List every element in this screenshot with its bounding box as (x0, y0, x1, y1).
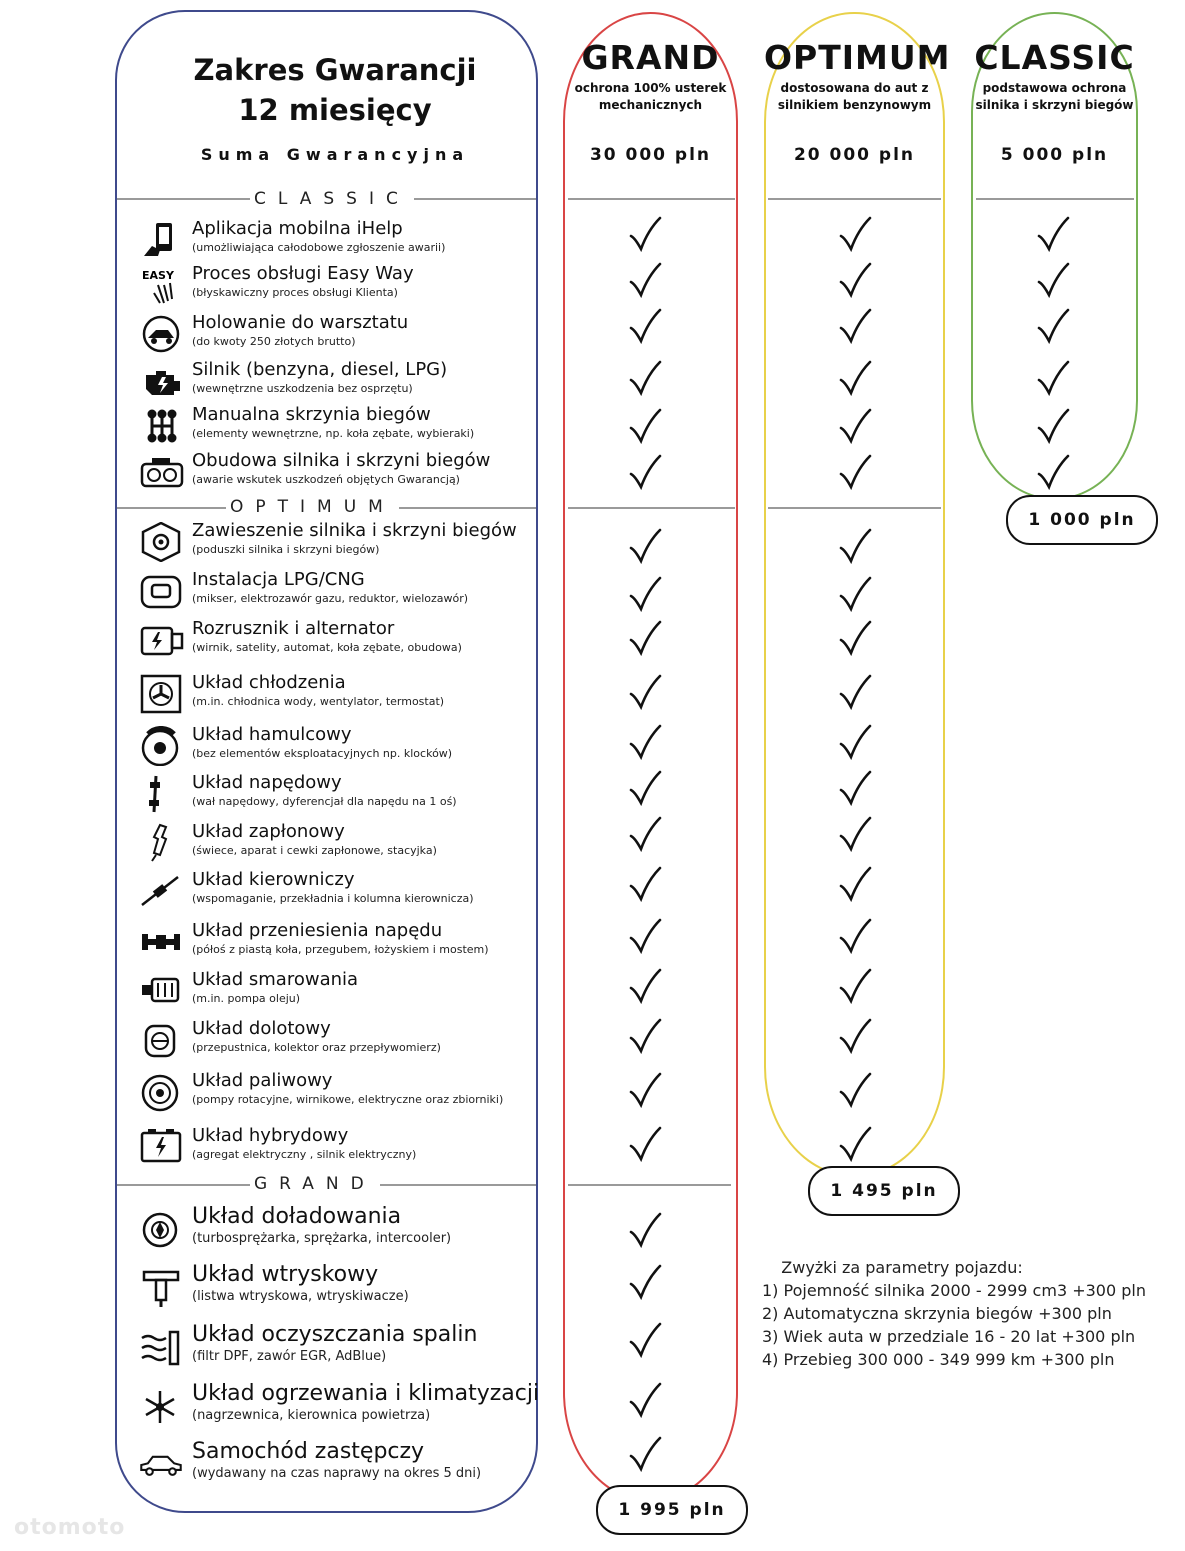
steering-rack-icon (138, 871, 184, 911)
feature-row (138, 569, 533, 615)
feature-row (138, 869, 533, 915)
easy-hand-icon (138, 265, 184, 305)
grand-divider (568, 1184, 731, 1186)
surcharges-heading: Zwyżki za parametry pojazdu: (781, 1258, 1023, 1277)
feature-desc: (m.in. chłodnica wody, wentylator, termostat) (192, 695, 445, 708)
turbo-icon (138, 1210, 184, 1250)
grand-check-icon (628, 918, 662, 954)
grand-divider (568, 507, 735, 509)
grand-check-icon (628, 620, 662, 656)
section-label-classic: CLASSIC (250, 189, 414, 209)
grand-check-icon (628, 1264, 662, 1300)
feature-desc: (do kwoty 250 złotych brutto) (192, 335, 356, 348)
feature-desc: (mikser, elektrozawór gazu, reduktor, wielozawór) (192, 592, 469, 605)
driveshaft-icon (138, 774, 184, 814)
grand-check-icon (628, 968, 662, 1004)
feature-name: Instalacja LPG/CNG (192, 569, 365, 590)
feature-desc: (awarie wskutek uszkodzeń objętych Gwarancją) (192, 473, 460, 486)
feature-row (138, 1262, 533, 1312)
feature-desc: (błyskawiczny proces obsługi Klienta) (192, 286, 398, 299)
classic-check-icon (1036, 408, 1070, 444)
feature-desc: (agregat elektryczny , silnik elektryczny) (192, 1148, 417, 1161)
classic-check-icon (1036, 262, 1070, 298)
hvac-icon (138, 1387, 184, 1427)
grand-check-icon (628, 770, 662, 806)
section-label-grand: GRAND (250, 1174, 380, 1194)
feature-desc: (wydawany na czas naprawy na okres 5 dni) (192, 1466, 482, 1481)
feature-row (138, 1204, 533, 1254)
spark-plug-icon (138, 823, 184, 863)
car-icon (138, 1445, 184, 1485)
optimum-check-icon (838, 454, 872, 490)
feature-desc: (wał napędowy, dyferencjał dla napędu na 1 oś) (192, 795, 457, 808)
feature-name: Układ hamulcowy (192, 724, 352, 745)
feature-desc: (listwa wtryskowa, wtryskiwacze) (192, 1289, 409, 1304)
watermark-logo: otomoto (14, 1515, 126, 1540)
optimum-check-icon (838, 918, 872, 954)
grand-check-icon (628, 528, 662, 564)
surcharge-item: 1) Pojemność silnika 2000 - 2999 cm3 +300 pln (762, 1281, 1146, 1300)
feature-name: Układ hybrydowy (192, 1125, 349, 1146)
svg-text:EASY: EASY (142, 269, 174, 282)
classic-subtitle-2: silnika i skrzyni biegów (975, 98, 1134, 112)
throttle-icon (138, 1020, 184, 1060)
grand-check-icon (628, 1072, 662, 1108)
feature-row (138, 520, 533, 566)
feature-row (138, 1070, 533, 1116)
grand-check-icon (628, 308, 662, 344)
feature-name: Układ ogrzewania i klimatyzacji (192, 1381, 540, 1406)
grand-check-icon (628, 576, 662, 612)
feature-name: Układ chłodzenia (192, 672, 346, 693)
feature-desc: (turbosprężarka, sprężarka, intercooler) (192, 1231, 452, 1246)
feature-row (138, 1322, 533, 1372)
optimum-check-icon (838, 576, 872, 612)
optimum-check-icon (838, 674, 872, 710)
optimum-sum: 20 000 pln (793, 145, 916, 165)
feature-row (138, 1018, 533, 1064)
feature-desc: (elementy wewnętrzne, np. koła zębate, wybieraki) (192, 427, 475, 440)
feature-desc: (wewnętrzne uszkodzenia bez osprzętu) (192, 382, 413, 395)
grand-check-icon (628, 1212, 662, 1248)
grand-check-icon (628, 816, 662, 852)
feature-name: Układ oczyszczania spalin (192, 1322, 478, 1347)
feature-row (138, 920, 533, 966)
optimum-check-icon (838, 1072, 872, 1108)
grand-check-icon (628, 1382, 662, 1418)
optimum-check-icon (838, 216, 872, 252)
feature-name: Aplikacja mobilna iHelp (192, 218, 403, 239)
feature-name: Proces obsługi Easy Way (192, 263, 414, 284)
engine-mount-icon (138, 522, 184, 562)
feature-row (138, 404, 533, 450)
tow-icon (138, 314, 184, 354)
axle-icon (138, 922, 184, 962)
feature-name: Samochód zastępczy (192, 1439, 425, 1464)
grand-check-icon (628, 1436, 662, 1472)
optimum-check-icon (838, 308, 872, 344)
gearshift-icon (138, 406, 184, 446)
optimum-check-icon (838, 528, 872, 564)
feature-desc: (przepustnica, kolektor oraz przepływomierz) (192, 1041, 441, 1054)
feature-name: Rozrusznik i alternator (192, 618, 395, 639)
feature-name: Układ kierowniczy (192, 869, 355, 890)
optimum-subtitle-2: silnikiem benzynowym (777, 98, 932, 112)
feature-desc: (bez elementów eksploatacyjnych np. klocków) (192, 747, 453, 760)
exhaust-filter-icon (138, 1328, 184, 1368)
optimum-subtitle-1: dostosowana do aut z (780, 81, 929, 95)
grand-title: GRAND (581, 38, 720, 77)
feature-name: Układ smarowania (192, 969, 359, 990)
grand-price: 1 995 pln (596, 1485, 748, 1535)
classic-check-icon (1036, 360, 1070, 396)
oil-pump-icon (138, 971, 184, 1011)
feature-desc: (wspomaganie, przekładnia i kolumna kierownicza) (192, 892, 474, 905)
optimum-check-icon (838, 866, 872, 902)
radiator-icon (138, 674, 184, 714)
page-subtitle: 12 miesięcy (238, 93, 432, 127)
grand-divider (568, 198, 735, 200)
optimum-check-icon (838, 770, 872, 806)
feature-desc: (świece, aparat i cewki zapłonowe, stacyjka) (192, 844, 437, 857)
feature-name: Układ wtryskowy (192, 1262, 379, 1287)
optimum-check-icon (838, 620, 872, 656)
feature-row (138, 263, 533, 309)
classic-check-icon (1036, 308, 1070, 344)
optimum-check-icon (838, 262, 872, 298)
grand-check-icon (628, 674, 662, 710)
feature-row (138, 1439, 533, 1489)
feature-desc: (pompy rotacyjne, wirnikowe, elektryczne oraz zbiorniki) (192, 1093, 504, 1106)
page-title: Zakres Gwarancji (193, 53, 477, 87)
feature-name: Układ napędowy (192, 772, 342, 793)
sum-label: Suma Gwarancyjna (200, 145, 470, 164)
engine-housing-icon (138, 452, 184, 492)
feature-name: Układ paliwowy (192, 1070, 333, 1091)
feature-desc: (półoś z piastą koła, przegubem, łożyskiem i mostem) (192, 943, 489, 956)
feature-name: Zawieszenie silnika i skrzyni biegów (192, 520, 517, 541)
optimum-check-icon (838, 724, 872, 760)
feature-name: Holowanie do warsztatu (192, 312, 409, 333)
classic-price: 1 000 pln (1006, 495, 1158, 545)
classic-subtitle-1: podstawowa ochrona (982, 81, 1127, 95)
feature-desc: (poduszki silnika i skrzyni biegów) (192, 543, 380, 556)
injector-icon (138, 1268, 184, 1308)
feature-name: Układ przeniesienia napędu (192, 920, 443, 941)
feature-name: Układ dolotowy (192, 1018, 331, 1039)
starter-icon (138, 620, 184, 660)
hybrid-battery-icon (138, 1127, 184, 1167)
feature-name: Obudowa silnika i skrzyni biegów (192, 450, 491, 471)
feature-row (138, 618, 533, 664)
classic-sum: 5 000 pln (1000, 145, 1109, 165)
feature-row (138, 218, 533, 264)
grand-subtitle-2: mechanicznych (598, 98, 703, 112)
feature-desc: (wirnik, satelity, automat, koła zębate, obudowa) (192, 641, 462, 654)
feature-desc: (nagrzewnica, kierownica powietrza) (192, 1408, 431, 1423)
grand-check-icon (628, 408, 662, 444)
grand-check-icon (628, 1126, 662, 1162)
grand-subtitle-1: ochrona 100% usterek (574, 81, 727, 95)
optimum-check-icon (838, 1126, 872, 1162)
brake-icon (138, 726, 184, 766)
feature-name: Układ doładowania (192, 1204, 402, 1229)
feature-row (138, 1125, 533, 1171)
feature-row (138, 969, 533, 1015)
optimum-check-icon (838, 816, 872, 852)
phone-hand-icon (138, 220, 184, 260)
feature-desc: (umożliwiająca całodobowe zgłoszenie awarii) (192, 241, 446, 254)
optimum-divider (768, 198, 941, 200)
grand-check-icon (628, 262, 662, 298)
optimum-check-icon (838, 1018, 872, 1054)
classic-check-icon (1036, 454, 1070, 490)
optimum-divider (768, 507, 941, 509)
fuel-pump-icon (138, 1072, 184, 1112)
surcharges-note (762, 1256, 1162, 1371)
classic-divider (976, 198, 1134, 200)
classic-title: CLASSIC (974, 38, 1135, 77)
feature-row (138, 821, 533, 867)
section-label-optimum: OPTIMUM (226, 497, 399, 517)
feature-desc: (filtr DPF, zawór EGR, AdBlue) (192, 1349, 387, 1364)
grand-check-icon (628, 866, 662, 902)
feature-row (138, 312, 533, 358)
optimum-check-icon (838, 408, 872, 444)
feature-row (138, 672, 533, 718)
optimum-price: 1 495 pln (808, 1166, 960, 1216)
feature-name: Układ zapłonowy (192, 821, 345, 842)
grand-check-icon (628, 1322, 662, 1358)
optimum-check-icon (838, 360, 872, 396)
surcharge-item: 3) Wiek auta w przedziale 16 - 20 lat +300 pln (762, 1327, 1136, 1346)
grand-sum: 30 000 pln (589, 145, 712, 165)
lpg-icon (138, 571, 184, 611)
grand-check-icon (628, 724, 662, 760)
feature-row (138, 1381, 540, 1431)
grand-check-icon (628, 216, 662, 252)
grand-check-icon (628, 360, 662, 396)
feature-name: Silnik (benzyna, diesel, LPG) (192, 359, 448, 380)
feature-row (138, 359, 533, 405)
grand-check-icon (628, 1018, 662, 1054)
surcharge-item: 4) Przebieg 300 000 - 349 999 km +300 pln (762, 1350, 1115, 1369)
feature-row (138, 724, 533, 770)
grand-check-icon (628, 454, 662, 490)
optimum-title: OPTIMUM (764, 38, 951, 77)
surcharge-item: 2) Automatyczna skrzynia biegów +300 pln (762, 1304, 1112, 1323)
feature-name: Manualna skrzynia biegów (192, 404, 431, 425)
engine-icon (138, 361, 184, 401)
feature-desc: (m.in. pompa oleju) (192, 992, 301, 1005)
feature-row (138, 772, 533, 818)
optimum-check-icon (838, 968, 872, 1004)
feature-row (138, 450, 533, 496)
classic-check-icon (1036, 216, 1070, 252)
